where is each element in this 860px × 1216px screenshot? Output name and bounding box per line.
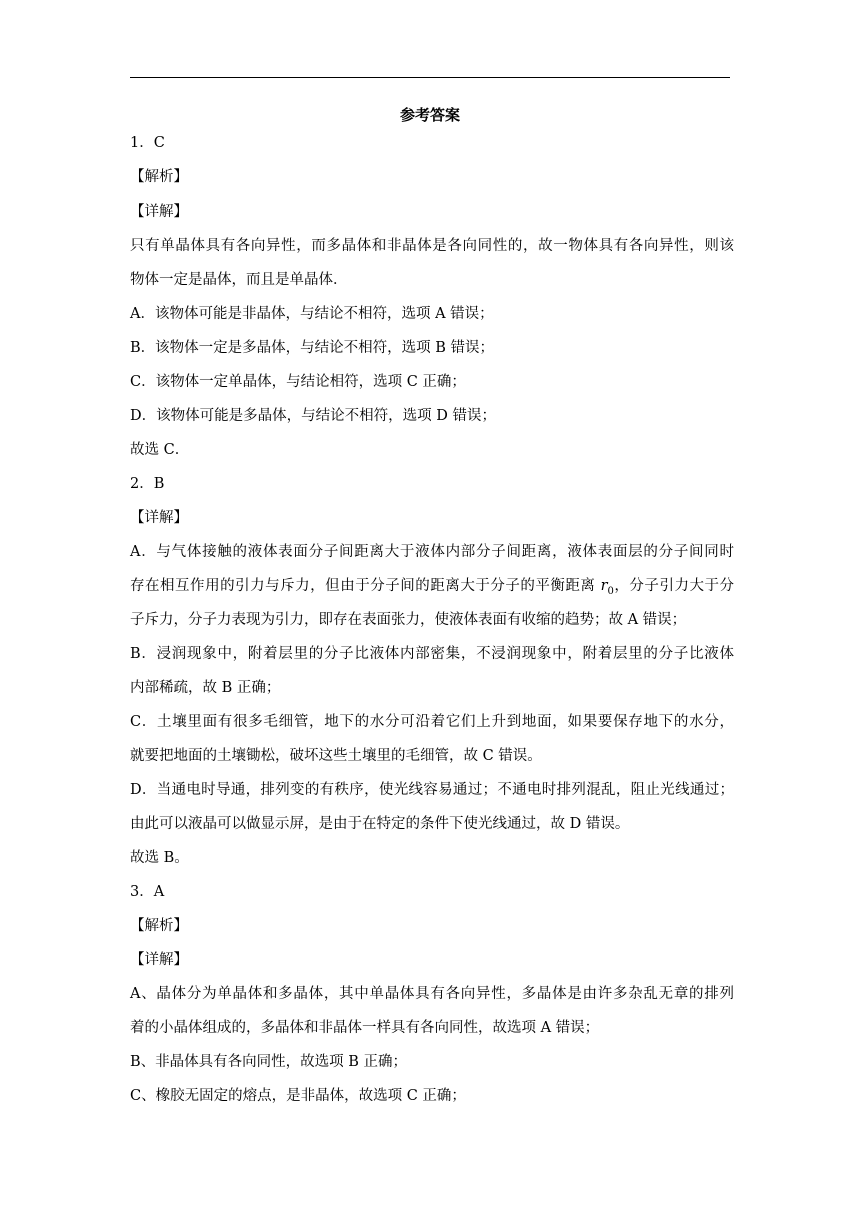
paragraph-line: D．当通电时导通，排列变的有秩序，使光线容易通过；不通电时排列混乱，阻止光线通过； bbox=[130, 782, 734, 798]
paragraph-line bbox=[130, 575, 734, 603]
header-rule bbox=[130, 77, 730, 78]
section-label: 【解析】 bbox=[130, 169, 188, 185]
paragraph-line: B、非晶体具有各向同性，故选项 B 正确； bbox=[130, 1054, 408, 1070]
paragraph-line: 物体一定是晶体，而且是单晶体． bbox=[130, 272, 348, 288]
paragraph-line: C．土壤里面有很多毛细管，地下的水分可沿着它们上升到地面，如果要保存地下的水分， bbox=[130, 714, 734, 730]
paragraph-text: ，分子引力大于分 bbox=[613, 578, 735, 594]
paragraph-line: 故选 C． bbox=[130, 442, 190, 458]
paragraph-line: 只有单晶体具有各向异性，而多晶体和非晶体是各向同性的，故一物体具有各向异性，则该 bbox=[130, 238, 734, 254]
answer-number: 3．A bbox=[130, 884, 165, 900]
paragraph-line: C．该物体一定单晶体，与结论相符，选项 C 正确； bbox=[130, 374, 466, 390]
paragraph-line: B．浸润现象中，附着层里的分子比液体内部密集，不浸润现象中，附着层里的分子比液体 bbox=[130, 646, 734, 662]
section-label: 【详解】 bbox=[130, 510, 188, 526]
paragraph-line: 着的小晶体组成的，多晶体和非晶体一样具有各向同性，故选项 A 错误； bbox=[130, 1020, 600, 1036]
paragraph-line: 内部稀疏，故 B 正确； bbox=[130, 680, 281, 696]
section-label: 【解析】 bbox=[130, 918, 188, 934]
paragraph-line: A、晶体分为单晶体和多晶体，其中单晶体具有各向异性，多晶体是由许多杂乱无章的排列 bbox=[130, 986, 734, 1002]
answer-number: 1．C bbox=[130, 135, 165, 151]
paragraph-line: 故选 B。 bbox=[130, 850, 189, 866]
paragraph-line: C、橡胶无固定的熔点，是非晶体，故选项 C 正确； bbox=[130, 1088, 466, 1104]
paragraph-line: A．与气体接触的液体表面分子间距离大于液体内部分子间距离，液体表面层的分子间同时 bbox=[130, 544, 734, 560]
section-label: 【详解】 bbox=[130, 952, 188, 968]
paragraph-line: 子斥力，分子力表现为引力，即存在表面张力，使液体表面有收缩的趋势；故 A 错误； bbox=[130, 612, 687, 628]
equilibrium-distance-symbol: $r_0$ bbox=[600, 578, 614, 597]
page-title: 参考答案 bbox=[399, 106, 460, 124]
paragraph-line: 由此可以液晶可以做显示屏，是由于在特定的条件下使光线通过，故 D 错误。 bbox=[130, 816, 630, 832]
section-label: 【详解】 bbox=[130, 204, 188, 220]
paragraph-line: B．该物体一定是多晶体，与结论不相符，选项 B 错误； bbox=[130, 340, 495, 356]
paragraph-line: D．该物体可能是多晶体，与结论不相符，选项 D 错误； bbox=[130, 408, 496, 424]
paragraph-text: 存在相互作用的引力与斥力，但由于分子间的距离大于分子的平衡距离 bbox=[130, 578, 596, 594]
paragraph-line: 就要把地面的土壤锄松，破坏这些土壤里的毛细管，故 C 错误。 bbox=[130, 748, 542, 764]
answer-number: 2．B bbox=[130, 476, 165, 492]
paragraph-line: A．该物体可能是非晶体，与结论不相符，选项 A 错误； bbox=[130, 306, 494, 322]
